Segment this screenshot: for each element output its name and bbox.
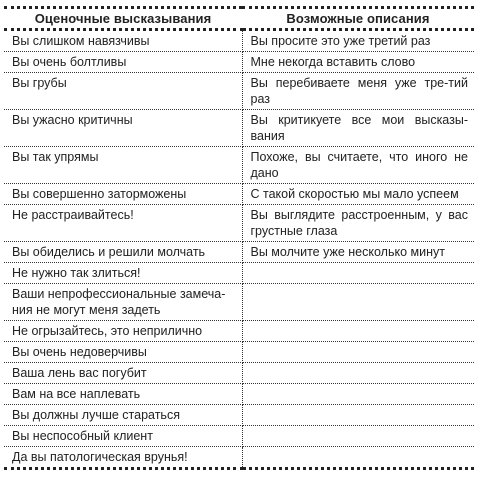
table-row <box>4 110 474 147</box>
description-cell: Мне некогда вставить слово <box>242 52 474 73</box>
description-cell: Вы просите это уже третий раз <box>242 30 474 52</box>
evaluative-cell: Не нужно так злиться! <box>4 263 242 284</box>
evaluative-cell: Не расстраивайтесь! <box>4 205 242 242</box>
description-cell <box>242 426 474 447</box>
description-cell <box>242 321 474 342</box>
description-cell: Вы молчите уже несколько минут <box>242 242 474 263</box>
table-row <box>4 30 474 52</box>
description-cell <box>242 263 474 284</box>
description-cell <box>242 447 474 469</box>
evaluative-cell: Вы грубы <box>4 73 242 110</box>
table-row <box>4 426 474 447</box>
header-descriptive: Возможные описания <box>242 8 474 30</box>
evaluative-cell: Вы совершенно заторможены <box>4 184 242 205</box>
table-body <box>4 30 474 469</box>
description-cell: Вы перебиваете меня уже тре-тий раз <box>242 73 474 110</box>
header-evaluative: Оценочные высказывания <box>4 8 242 30</box>
evaluative-cell: Вы слишком навязчивы <box>4 30 242 52</box>
description-cell <box>242 342 474 363</box>
table-row <box>4 52 474 73</box>
evaluative-cell: Вы должны лучше стараться <box>4 405 242 426</box>
description-cell: С такой скоростью мы мало успеем <box>242 184 474 205</box>
table-header <box>4 8 474 30</box>
table-row <box>4 405 474 426</box>
description-cell: Вы выглядите расстроенным, у вас грустные глаза <box>242 205 474 242</box>
table-row <box>4 73 474 110</box>
evaluative-cell: Вы неспособный клиент <box>4 426 242 447</box>
evaluative-cell: Вы обиделись и решили молчать <box>4 242 242 263</box>
description-cell <box>242 405 474 426</box>
description-cell: Вы критикуете все мои высказы-вания <box>242 110 474 147</box>
evaluative-cell: Не огрызайтесь, это неприлично <box>4 321 242 342</box>
table-row <box>4 447 474 469</box>
evaluative-cell: Ваша лень вас погубит <box>4 363 242 384</box>
table-row <box>4 263 474 284</box>
table-row <box>4 184 474 205</box>
header-row <box>4 8 474 30</box>
evaluative-cell: Вам на все наплевать <box>4 384 242 405</box>
table-row <box>4 284 474 321</box>
description-cell <box>242 363 474 384</box>
table-row <box>4 384 474 405</box>
evaluative-cell: Вы очень болтливы <box>4 52 242 73</box>
evaluative-cell: Вы очень недоверчивы <box>4 342 242 363</box>
table-row <box>4 205 474 242</box>
evaluative-cell: Ваши непрофессиональные замеча-ния не могут меня задеть <box>4 284 242 321</box>
statements-table <box>4 6 474 470</box>
evaluative-cell: Вы так упрямы <box>4 147 242 184</box>
table-row <box>4 147 474 184</box>
evaluative-cell: Да вы патологическая врунья! <box>4 447 242 469</box>
table-row <box>4 242 474 263</box>
description-cell <box>242 384 474 405</box>
table-row <box>4 363 474 384</box>
evaluative-cell: Вы ужасно критичны <box>4 110 242 147</box>
table-row <box>4 321 474 342</box>
description-cell: Похоже, вы считаете, что иного не дано <box>242 147 474 184</box>
table-row <box>4 342 474 363</box>
description-cell <box>242 284 474 321</box>
